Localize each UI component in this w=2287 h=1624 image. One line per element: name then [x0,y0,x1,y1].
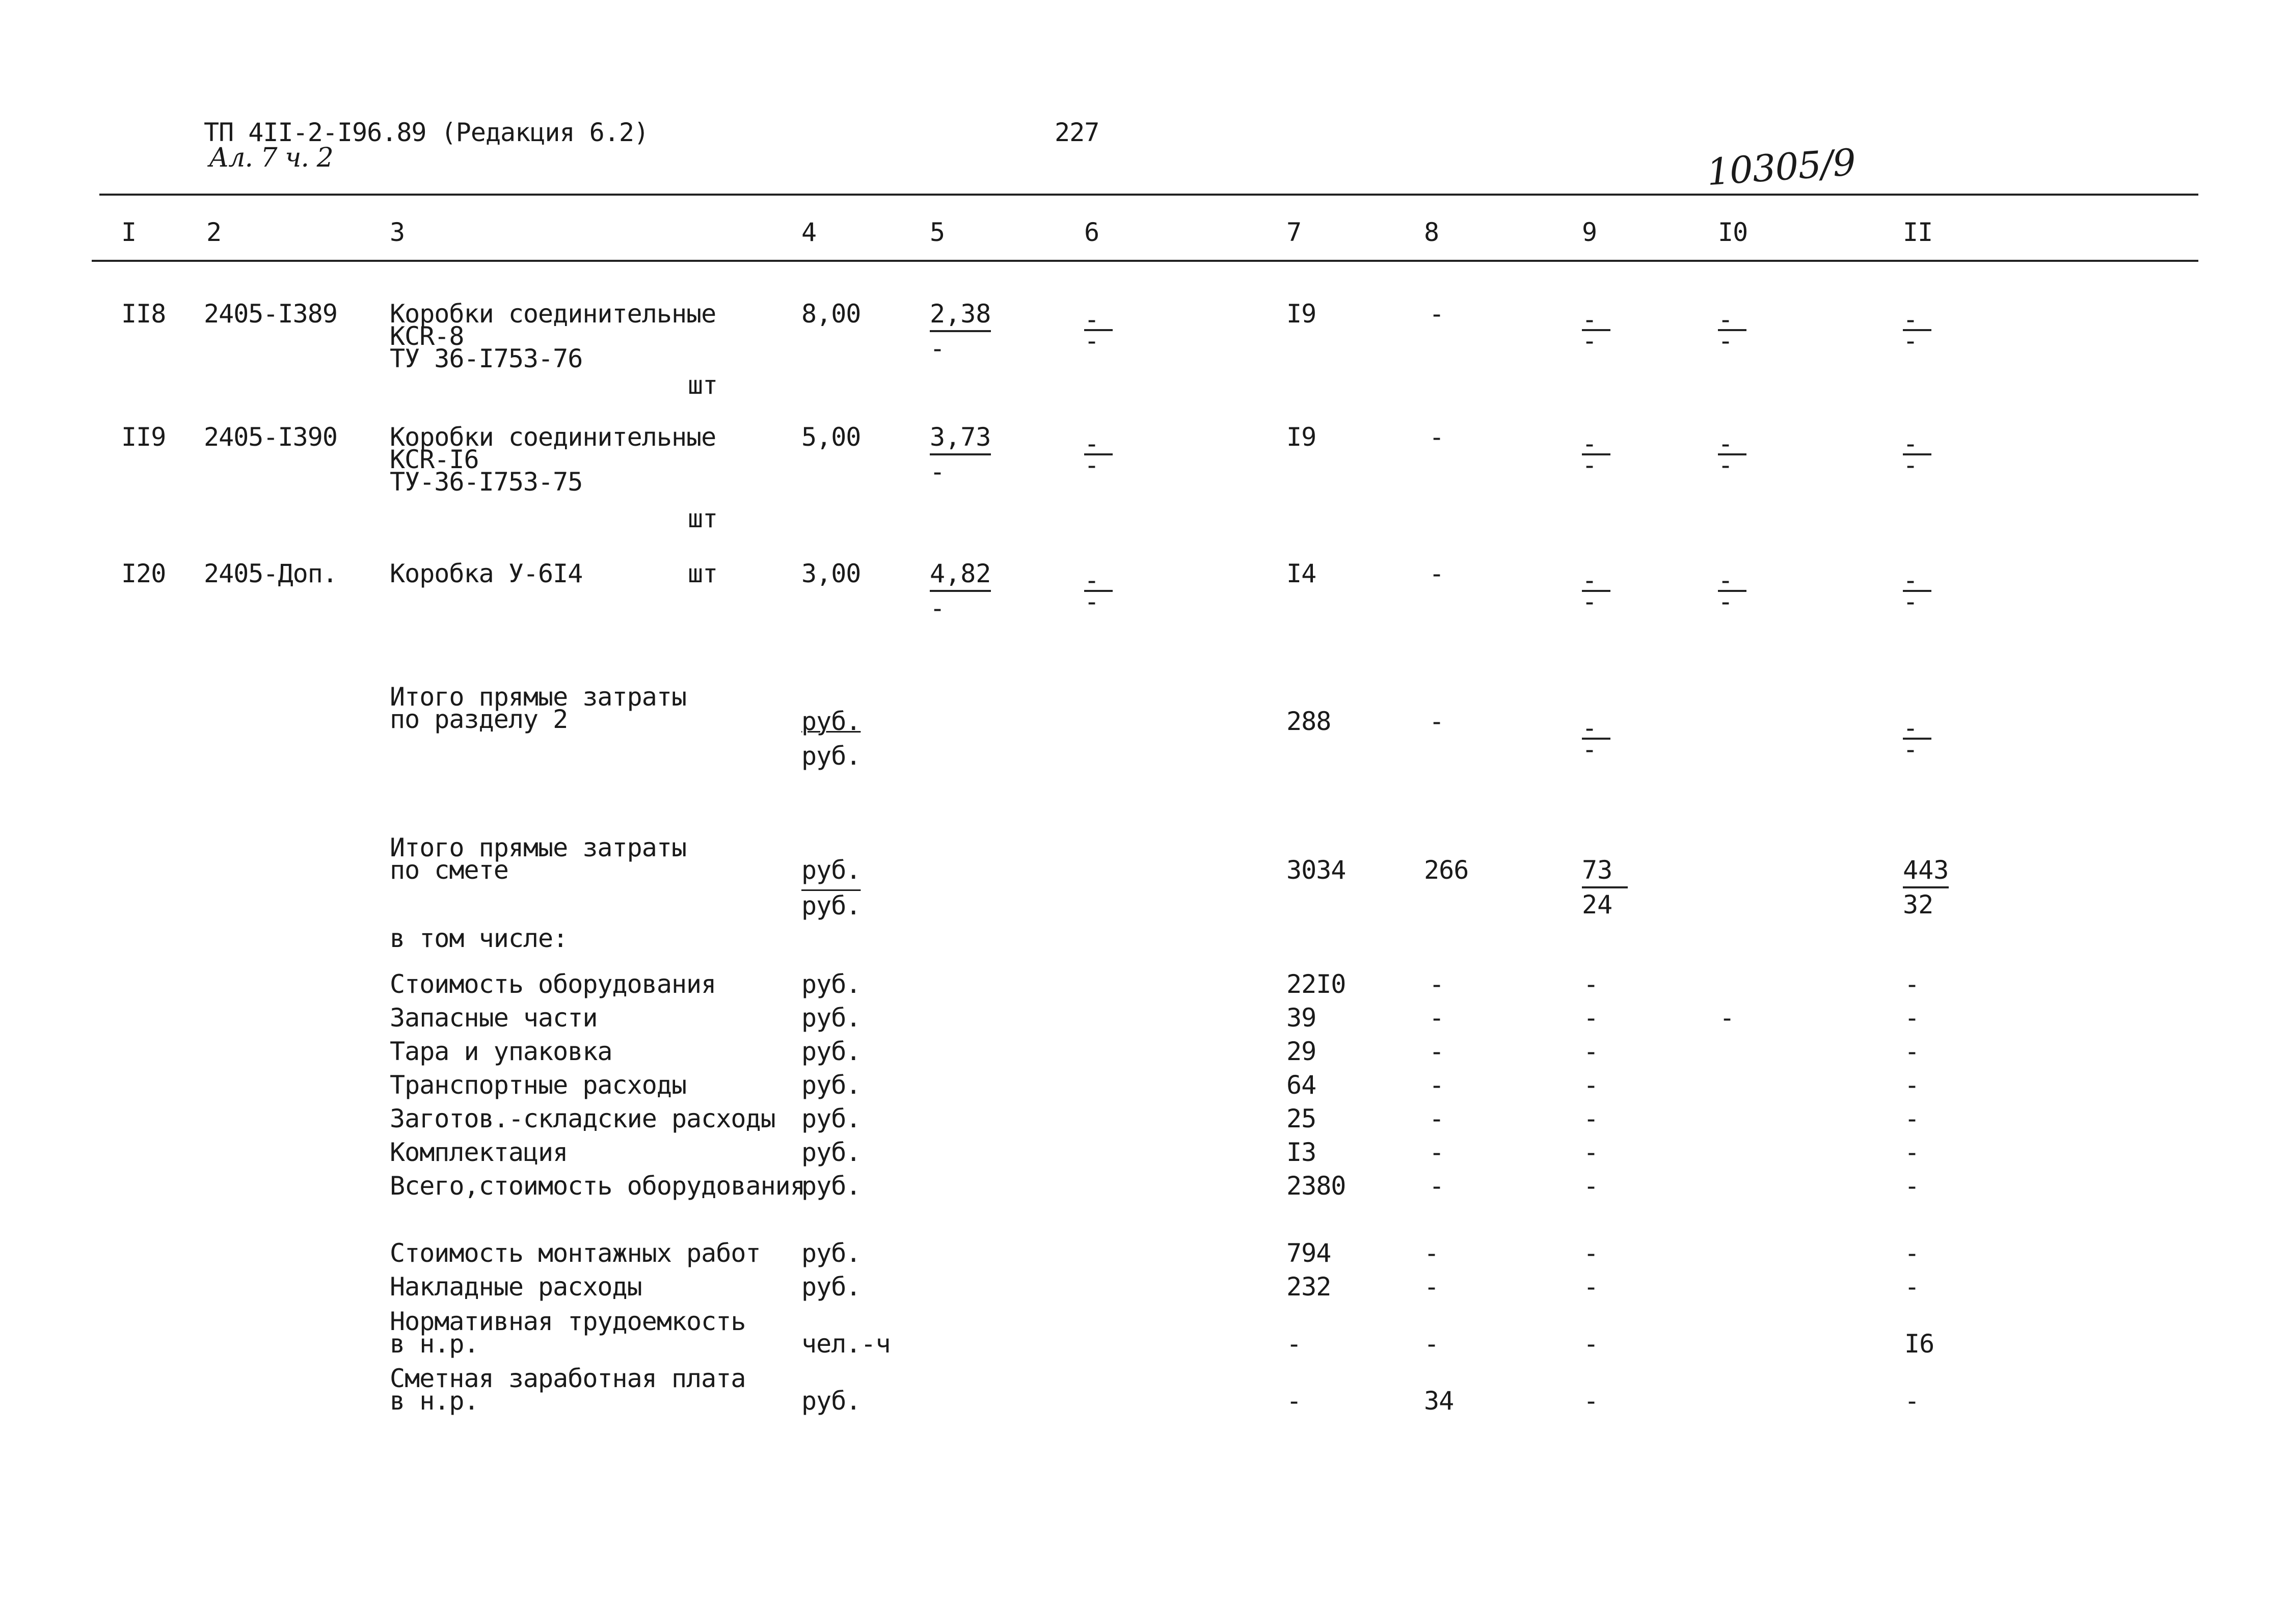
section-total-unit-bottom: руб. [801,741,861,771]
breakdown-col9: - [1583,1171,1599,1201]
row-col9-bottom: - [1582,326,1598,356]
section-total-label: по разделу 2 [390,705,568,734]
work-unit: руб. [801,1386,861,1416]
breakdown-col11: - [1904,1104,1920,1133]
row-price [930,300,991,363]
col-header-5: 5 [930,218,945,247]
col-header-11: II [1903,218,1933,247]
work-col11: - [1904,1272,1920,1302]
work-col11: I6 [1904,1329,1934,1359]
row-col7: I4 [1286,559,1316,588]
work-label: в н.р. [390,1329,479,1359]
section-total-col8: - [1429,707,1444,736]
section-total-label: Итого прямые затраты [390,682,687,712]
row-description-line: ТУ 36-I753-76 [390,344,583,373]
estimate-total-label: Итого прямые затраты [390,833,687,862]
breakdown-col9: - [1583,969,1599,999]
section-total-col11-bottom: - [1903,735,1919,764]
row-col7: I9 [1286,299,1316,329]
row-col6-top: - [1084,573,1113,592]
col-header-2: 2 [206,218,222,247]
doc-code: ТП 4II-2-I96.89 (Редакция 6.2) [204,118,649,147]
breakdown-label: Запасные части [390,1003,598,1033]
breakdown-col11: - [1904,1171,1920,1201]
album-label: Ал. 7 ч. 2 [209,143,333,173]
breakdown-unit: руб. [801,1104,861,1133]
row-col9 [1582,305,1623,356]
breakdown-unit: руб. [801,1070,861,1100]
work-col8: - [1424,1272,1439,1302]
row-col11 [1903,305,1944,356]
row-col11-bottom: - [1903,326,1919,356]
row-price-value: 2,38 [930,300,991,332]
work-col9: - [1583,1386,1599,1416]
row-price-bottom: - [930,457,946,486]
row-col6 [1084,305,1125,356]
work-unit: руб. [801,1238,861,1268]
row-col9-top: - [1582,436,1610,455]
row-quantity: 8,00 [801,299,861,329]
breakdown-unit: руб. [801,969,861,999]
work-col7: 794 [1286,1238,1331,1268]
row-col11-top: - [1903,312,1931,331]
estimate-total-col7: 3034 [1286,855,1346,885]
row-col11-top: - [1903,573,1931,592]
row-col6 [1084,565,1125,616]
row-code: 2405-Доп. [204,559,337,588]
breakdown-col7: 2380 [1286,1171,1346,1201]
section-total-col9-bottom: - [1582,735,1598,764]
breakdown-col9: - [1583,1070,1599,1100]
breakdown-unit: руб. [801,1138,861,1167]
row-price-value: 4,82 [930,559,991,592]
row-description-line: Коробки соединительные [390,422,716,452]
breakdown-col8: - [1429,969,1444,999]
row-col10-bottom: - [1718,587,1734,616]
row-col10-bottom: - [1718,326,1734,356]
row-number: II8 [121,299,166,329]
breakdown-col7: 22I0 [1286,969,1346,999]
work-unit: чел.-ч [801,1329,891,1359]
row-col9-bottom: - [1582,450,1598,480]
breakdown-col7: 64 [1286,1070,1316,1100]
work-label: в н.р. [390,1386,479,1416]
breakdown-label: Комплектация [390,1138,568,1167]
row-col10 [1718,305,1759,356]
col-header-4: 4 [801,218,817,247]
row-description-line: Коробки соединительные [390,299,716,329]
breakdown-col11: - [1904,1070,1920,1100]
col-header-10: I0 [1718,218,1748,247]
col-header-9: 9 [1582,218,1597,247]
including-label: в том числе: [390,924,568,953]
work-label: Накладные расходы [390,1272,642,1302]
work-col8: - [1424,1329,1439,1359]
work-col11: - [1904,1238,1920,1268]
row-col10-top: - [1718,436,1746,455]
col-header-8: 8 [1424,218,1439,247]
breakdown-col11: - [1904,1037,1920,1066]
row-description-line: КСR-I6 [390,445,479,474]
breakdown-unit: руб. [801,1171,861,1201]
handwritten-ref: 10305/9 [1705,140,1857,194]
row-price-bottom: - [930,593,946,623]
row-col9 [1582,565,1623,616]
row-col11 [1903,429,1944,480]
breakdown-col9: - [1583,1138,1599,1167]
estimate-total-col9 [1582,856,1628,919]
row-col10 [1718,429,1759,480]
breakdown-col8: - [1429,1037,1444,1066]
work-label: Сметная заработная плата [390,1364,746,1393]
row-quantity: 5,00 [801,422,861,452]
col-header-6: 6 [1084,218,1099,247]
breakdown-label: Заготов.-складские расходы [390,1104,775,1133]
breakdown-col11: - [1904,1138,1920,1167]
row-price-bottom: - [930,334,946,363]
breakdown-col7: 39 [1286,1003,1316,1033]
header-bottom-rule [92,260,2198,262]
row-code: 2405-I390 [204,422,337,452]
work-col7: - [1286,1386,1302,1416]
estimate-total-col11 [1903,856,1949,919]
breakdown-col8: - [1429,1104,1444,1133]
page-number: 227 [1055,118,1099,147]
row-col6-bottom: - [1084,326,1100,356]
breakdown-col7: 29 [1286,1037,1316,1066]
breakdown-col8: - [1429,1070,1444,1100]
breakdown-label: Стоимость оборудования [390,969,716,999]
row-unit: шт [688,370,718,400]
row-price [930,423,991,486]
estimate-total-col9-bottom: 24 [1582,890,1613,919]
estimate-total-col11-top: 443 [1903,856,1949,888]
row-col6-bottom: - [1084,450,1100,480]
row-col8: - [1429,422,1444,452]
work-col9: - [1583,1272,1599,1302]
col-header-3: 3 [390,218,405,247]
row-description-line: Коробка У-6I4 [390,559,583,588]
row-col11-bottom: - [1903,587,1919,616]
row-quantity: 3,00 [801,559,861,588]
col-header-7: 7 [1286,218,1302,247]
row-col10-top: - [1718,573,1746,592]
breakdown-label: Всего,стоимость оборудования [390,1171,805,1201]
row-col9-top: - [1582,573,1610,592]
estimate-total-col9-top: 73 [1582,856,1628,888]
row-col9-bottom: - [1582,587,1598,616]
breakdown-col8: - [1429,1171,1444,1201]
section-total-col7: 288 [1286,707,1331,736]
breakdown-col10: - [1719,1003,1735,1033]
estimate-total-col8: 266 [1424,855,1469,885]
estimate-total-unit-top: руб. [801,855,861,885]
row-price [930,559,991,622]
breakdown-col9: - [1583,1104,1599,1133]
row-description-line: ТУ-36-I753-75 [390,467,583,497]
row-price-value: 3,73 [930,423,991,455]
row-col10-bottom: - [1718,450,1734,480]
breakdown-col8: - [1429,1138,1444,1167]
row-unit: шт [688,559,718,588]
row-col6 [1084,429,1125,480]
row-col11-top: - [1903,436,1931,455]
row-col7: I9 [1286,422,1316,452]
breakdown-label: Тара и упаковка [390,1037,612,1066]
work-col8: - [1424,1238,1439,1268]
row-number: I20 [121,559,166,588]
work-label: Нормативная трудоемкость [390,1307,746,1336]
breakdown-unit: руб. [801,1003,861,1033]
section-total-col11 [1903,713,1944,764]
work-col8: 34 [1424,1386,1454,1416]
row-number: II9 [121,422,166,452]
row-code: 2405-I389 [204,299,337,329]
work-col7: 232 [1286,1272,1331,1302]
row-col8: - [1429,559,1444,588]
breakdown-label: Транспортные расходы [390,1070,687,1100]
breakdown-col8: - [1429,1003,1444,1033]
breakdown-col7: 25 [1286,1104,1316,1133]
row-col6-bottom: - [1084,587,1100,616]
row-col6-top: - [1084,436,1113,455]
row-col8: - [1429,299,1444,329]
work-col9: - [1583,1329,1599,1359]
col-header-1: I [121,218,137,247]
row-col9-top: - [1582,312,1610,331]
header-top-rule [99,194,2198,196]
row-col11 [1903,565,1944,616]
breakdown-unit: руб. [801,1037,861,1066]
row-col10 [1718,565,1759,616]
row-col11-bottom: - [1903,450,1919,480]
row-col10-top: - [1718,312,1746,331]
section-total-col9-top: - [1582,720,1610,740]
row-col6-top: - [1084,312,1113,331]
breakdown-col11: - [1904,969,1920,999]
breakdown-col7: I3 [1286,1138,1316,1167]
row-col9 [1582,429,1623,480]
work-label: Стоимость монтажных работ [390,1238,761,1268]
section-total-col9 [1582,713,1623,764]
breakdown-col9: - [1583,1003,1599,1033]
estimate-total-col11-bottom: 32 [1903,890,1934,919]
row-description-line: КСR-8 [390,321,464,351]
work-unit: руб. [801,1272,861,1302]
estimate-total-label: по смете [390,855,508,885]
breakdown-col9: - [1583,1037,1599,1066]
estimate-total-unit-bottom: руб. [801,891,861,921]
work-col9: - [1583,1238,1599,1268]
row-unit: шт [688,504,718,533]
breakdown-col11: - [1904,1003,1920,1033]
work-col11: - [1904,1386,1920,1416]
section-total-col11-top: - [1903,720,1931,740]
work-col7: - [1286,1329,1302,1359]
section-total-unit-top: руб. [801,707,861,736]
